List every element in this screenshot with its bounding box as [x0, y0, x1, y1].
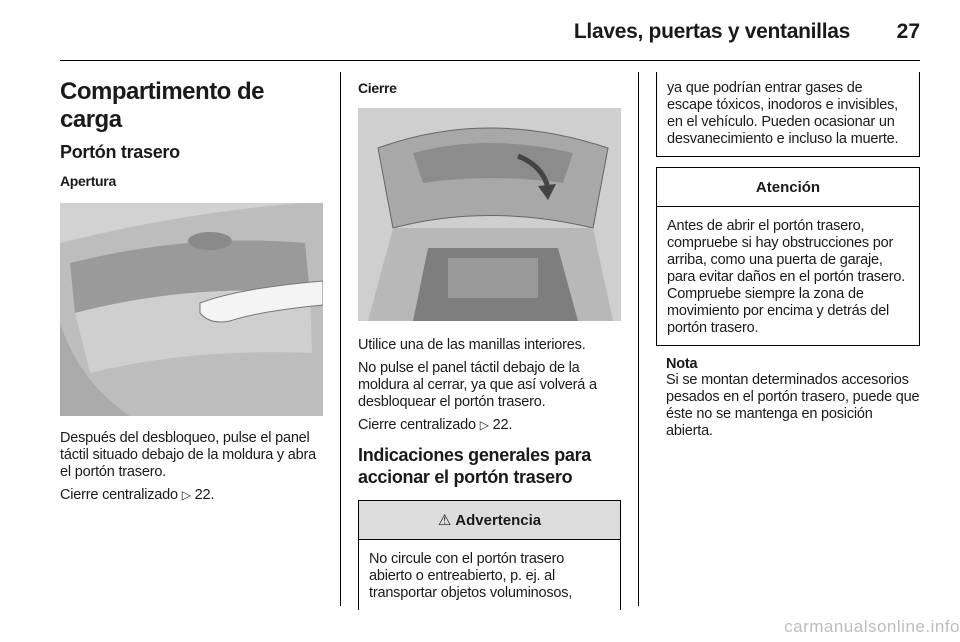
attention-box-body	[657, 207, 919, 345]
note-text: Si se montan determinados accesorios pesados en el portón trasero, puede que éste no se mantenga en posición abierta.	[666, 372, 920, 439]
warning-box-body	[657, 72, 919, 156]
indicaciones-heading: Indicaciones generales para accionar el portón trasero	[358, 445, 592, 487]
cierre-heading: Cierre	[358, 80, 397, 96]
crossref-text: Cierre centralizado	[60, 487, 178, 503]
warning-triangle-icon: ⚠	[437, 511, 452, 529]
xref-arrow-icon: ▷	[181, 488, 191, 502]
subsection-title: Portón trasero	[60, 142, 180, 162]
warning-box-header	[359, 501, 620, 540]
warning-box	[358, 500, 621, 610]
column-1	[60, 72, 323, 510]
column-divider	[638, 72, 639, 606]
attention-box	[656, 167, 920, 346]
tailgate-opening-photo	[60, 203, 323, 416]
warning-text-continued: ya que podrían entrar gases de escape tóxicos, inodoros e invisibles, en el vehículo. Pueden ocasionar un desvanecimiento e incluso la muerte.	[667, 80, 899, 147]
crossref-page: 22.	[194, 487, 215, 503]
cierre-crossref	[358, 417, 621, 434]
column-2	[358, 72, 621, 610]
crossref-page: 22.	[492, 417, 513, 433]
warning-text: No circule con el portón trasero abierto o entreabierto, p. ej. al transportar objetos voluminosos,	[369, 551, 573, 601]
warning-title: Advertencia	[455, 511, 542, 529]
section-title: Compartimento de carga	[60, 78, 265, 133]
attention-box-header	[657, 168, 919, 207]
apertura-heading: Apertura	[60, 173, 116, 189]
column-3	[656, 72, 920, 446]
note-label: Nota	[666, 356, 698, 372]
warning-box-continued	[656, 72, 920, 157]
apertura-crossref	[60, 487, 323, 504]
header-rule	[60, 60, 920, 61]
crossref-text: Cierre centralizado	[358, 417, 476, 433]
note-block	[656, 356, 920, 440]
watermark: carmanualsonline.info	[784, 617, 960, 636]
tailgate-closing-photo	[358, 108, 621, 321]
apertura-text: Después del desbloqueo, pulse el panel táctil situado debajo de la moldura y abra el portón trasero.	[60, 430, 316, 480]
page-number: 27	[896, 20, 920, 43]
cierre-text-2: No pulse el panel táctil debajo de la moldura al cerrar, ya que así volverá a desbloquear el portón trasero.	[358, 360, 597, 410]
xref-arrow-icon: ▷	[479, 418, 489, 432]
attention-title: Atención	[755, 178, 821, 196]
cierre-text-1: Utilice una de las manillas interiores.	[358, 337, 586, 353]
column-divider	[340, 72, 341, 606]
warning-box-body	[359, 540, 620, 610]
attention-text: Antes de abrir el portón trasero, compruebe si hay obstrucciones por arriba, como una puerta de garaje, para evitar daños en el portón trasero. Compruebe siempre la zona de movimiento por encima y detrás del portón trasero.	[667, 218, 906, 336]
running-header-title: Llaves, puertas y ventanillas	[573, 20, 850, 43]
